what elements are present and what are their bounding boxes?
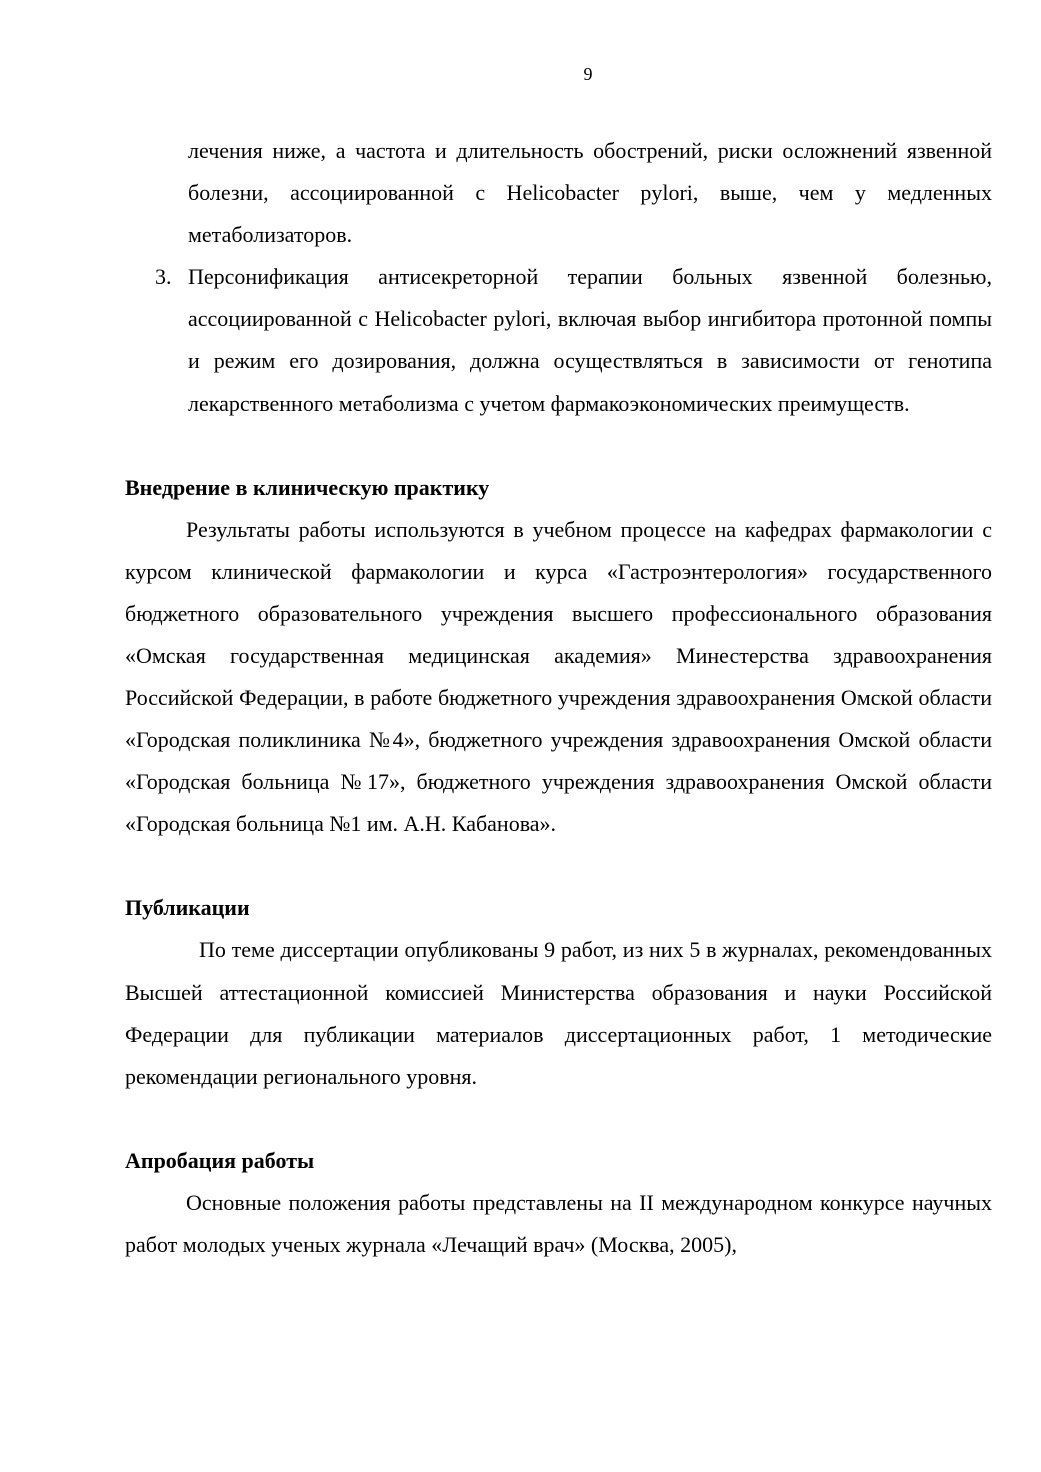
list-item-3: [125, 256, 992, 424]
page-content: [125, 130, 992, 1266]
section-spacer: [125, 1098, 992, 1140]
section-text-publications: По теме диссертации опубликованы 9 работ, из них 5 в журналах, рекомендованных Высшей аттестационной комиссией Министерства образования и науки Российской Федерации для публикации материалов диссертационных работ, 1 методические рекомендации регионального уровня.: [125, 937, 992, 1089]
section-text-approbation: Основные положения работы представлены на II международном конкурсе научных работ молодых ученых журнала «Лечащий врач» (Москва, 2005),: [125, 1189, 992, 1257]
list-item-number: 3.: [155, 264, 172, 290]
section-heading-approbation: Апробация работы: [125, 1147, 315, 1173]
section-text-implementation: Результаты работы используются в учебном процессе на кафедрах фармакологии с курсом клинической фармакологии и курса «Гастроэнтерология» государственного бюджетного образовательного учреждения высшего профессионального образования «Омская государственная медицинская академия» Минестерства здравоохранения Российской Федерации, в работе бюджетного учреждения здравоохранения Омской области «Городская поликлиника №4», бюджетного учреждения здравоохранения Омской области «Городская больница №17», бюджетного учреждения здравоохранения Омской области «Городская больница №1 им. А.Н. Кабанова».: [125, 516, 992, 837]
page-number: 9: [583, 64, 593, 84]
section-heading-publications: Публикации: [125, 895, 250, 921]
list-continuation-text: лечения ниже, а частота и длительность обострений, риски осложнений язвенной болезни, ассоциированной с Helicobacter pylori, выше, чем у медленных метаболизаторов.: [188, 138, 992, 248]
section-spacer: [125, 425, 992, 467]
section-spacer: [125, 845, 992, 887]
list-item-text: Персонификация антисекреторной терапии больных язвенной болезнью, ассоциированной с Helicobacter pylori, включая выбор ингибитора протонной помпы и режим его дозирования, должна осуществляться в зависимости от генотипа лекарственного метаболизма с учетом фармакоэкономических преимуществ.: [188, 264, 992, 416]
section-heading-implementation: Внедрение в клиническую практику: [125, 474, 490, 500]
